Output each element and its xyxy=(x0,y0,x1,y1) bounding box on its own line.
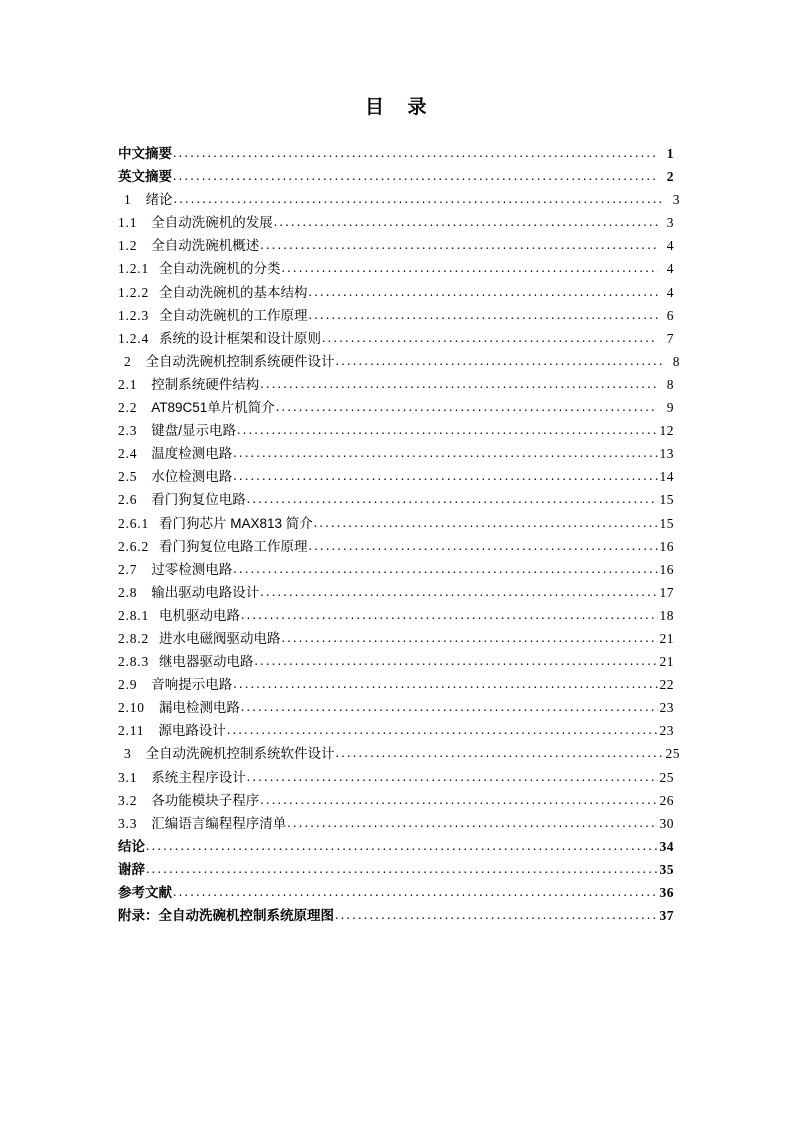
toc-entry-page-number: 37 xyxy=(659,908,674,924)
toc-entry-label: 谢辞 xyxy=(118,861,145,877)
toc-entry-number: 2.10 xyxy=(118,700,145,716)
toc-entry[interactable] xyxy=(118,558,674,581)
toc-entry-number: 1 xyxy=(124,192,132,208)
toc-entry-number: 2.8.1 xyxy=(118,607,149,623)
toc-entry-label: 键盘/显示电路 xyxy=(151,423,237,439)
toc-entry-number: 2.9 xyxy=(118,677,138,693)
toc-dot-leader xyxy=(282,256,659,279)
toc-dot-leader xyxy=(174,187,664,210)
toc-entry-label: 看门狗复位电路工作原理 xyxy=(159,538,308,554)
toc-dot-leader xyxy=(282,626,659,649)
toc-entry-label: 系统的设计框架和设计原则 xyxy=(159,330,321,346)
toc-entry-page-number: 21 xyxy=(659,654,674,670)
toc-dot-leader xyxy=(309,280,659,303)
toc-entry-label: 全自动洗碗机控制系统硬件设计 xyxy=(145,353,335,369)
toc-dot-leader xyxy=(309,303,659,326)
toc-entry-label: 过零检测电路 xyxy=(151,561,233,577)
toc-entry-number: 2.4 xyxy=(118,446,138,462)
toc-dot-leader xyxy=(146,834,658,857)
toc-entry-page-number: 17 xyxy=(659,584,674,600)
toc-entry-number: 1.2.3 xyxy=(118,307,149,323)
toc-dot-leader xyxy=(233,464,658,487)
toc-entry-number: 1.2.2 xyxy=(118,284,149,300)
toc-entry-label: 系统主程序设计 xyxy=(151,769,246,785)
toc-entry-page-number: 6 xyxy=(666,307,674,323)
toc-entry[interactable] xyxy=(118,442,674,465)
toc-entry-label: AT89C51单片机简介 xyxy=(151,400,275,416)
toc-entry-page-number: 22 xyxy=(659,677,674,693)
toc-entry-label: 温度检测电路 xyxy=(151,446,233,462)
toc-entry-page-number: 15 xyxy=(659,515,674,531)
toc-entry[interactable] xyxy=(118,465,674,488)
toc-entry-page-number: 3 xyxy=(666,215,674,231)
toc-entry-label: 全自动洗碗机的发展 xyxy=(151,215,273,231)
toc-entry-page-number: 13 xyxy=(659,446,674,462)
toc-entry-page-number: 8 xyxy=(666,376,674,392)
toc-entry[interactable] xyxy=(118,419,674,442)
toc-entry-label: 电机驱动电路 xyxy=(159,607,240,623)
toc-entry[interactable] xyxy=(118,327,674,350)
toc-dot-leader xyxy=(247,487,658,510)
toc-entry-number: 2.8 xyxy=(118,584,138,600)
toc-entry-page-number: 16 xyxy=(659,538,674,554)
toc-entry-label: 参考文献 xyxy=(118,885,172,900)
toc-entry[interactable] xyxy=(118,512,674,535)
toc-dot-leader xyxy=(336,349,664,372)
toc-entry-label: 继电器驱动电路 xyxy=(159,654,254,670)
toc-dot-leader xyxy=(173,141,658,164)
toc-entry[interactable] xyxy=(118,396,674,419)
toc-entry[interactable] xyxy=(118,142,674,165)
toc-entry-label: 各功能模块子程序 xyxy=(151,792,260,808)
toc-dot-leader xyxy=(255,649,659,672)
toc-entry-label: 全自动洗碗机概述 xyxy=(151,238,260,254)
toc-list xyxy=(118,119,680,927)
toc-dot-leader xyxy=(336,741,664,764)
toc-entry-number: 2.6.2 xyxy=(118,538,149,554)
toc-entry-label: 漏电检测电路 xyxy=(158,700,240,716)
toc-entry-label: 中文摘要 xyxy=(118,146,172,161)
toc-entry-page-number: 12 xyxy=(659,423,674,439)
toc-entry-number: 3.2 xyxy=(118,792,138,808)
page-title: 目 录 xyxy=(364,97,428,118)
toc-entry[interactable] xyxy=(118,165,674,188)
toc-entry[interactable] xyxy=(118,789,674,812)
toc-entry[interactable] xyxy=(118,281,674,304)
toc-entry-number: 2.6.1 xyxy=(118,515,149,531)
toc-entry-page-number: 7 xyxy=(666,330,674,346)
toc-entry[interactable] xyxy=(118,766,674,789)
toc-entry[interactable] xyxy=(118,188,680,211)
toc-entry-label: 源电路设计 xyxy=(158,723,226,739)
toc-entry[interactable] xyxy=(118,812,674,835)
toc-entry-number: 2.6 xyxy=(118,492,138,508)
toc-entry-page-number: 26 xyxy=(659,792,674,808)
toc-entry-page-number: 21 xyxy=(659,630,674,646)
toc-entry[interactable] xyxy=(118,535,674,558)
toc-entry[interactable] xyxy=(118,350,680,373)
toc-entry-page-number: 2 xyxy=(666,169,674,185)
toc-entry-label: 全自动洗碗机的工作原理 xyxy=(159,307,308,323)
toc-entry-page-number: 16 xyxy=(659,561,674,577)
toc-entry-number: 3.3 xyxy=(118,815,138,831)
toc-entry-page-number: 18 xyxy=(659,607,674,623)
toc-dot-leader xyxy=(173,880,658,903)
toc-entry-number: 3.1 xyxy=(118,769,138,785)
toc-entry-label: 输出驱动电路设计 xyxy=(151,584,260,600)
toc-dot-leader xyxy=(241,603,658,626)
toc-dot-leader xyxy=(146,857,658,880)
toc-entry-number: 1.2 xyxy=(118,238,138,254)
toc-dot-leader xyxy=(260,788,658,811)
toc-entry[interactable] xyxy=(118,858,674,881)
toc-dot-leader xyxy=(233,441,658,464)
toc-dot-leader xyxy=(260,372,658,395)
toc-entry-page-number: 15 xyxy=(659,492,674,508)
toc-entry-page-number: 35 xyxy=(659,861,674,877)
toc-entry-page-number: 4 xyxy=(666,238,674,254)
toc-entry[interactable] xyxy=(118,696,674,719)
toc-dot-leader xyxy=(233,672,658,695)
toc-entry-number: 2.1 xyxy=(118,376,138,392)
toc-entry[interactable] xyxy=(118,488,674,511)
toc-entry-number: 2.5 xyxy=(118,469,138,485)
toc-dot-leader xyxy=(322,326,658,349)
toc-entry[interactable] xyxy=(118,211,674,234)
toc-dot-leader xyxy=(237,418,658,441)
toc-dot-leader xyxy=(274,210,658,233)
toc-entry-label: 附录：全自动洗碗机控制系统原理图 xyxy=(118,908,334,924)
toc-dot-leader xyxy=(276,395,658,418)
toc-entry[interactable] xyxy=(118,673,674,696)
toc-entry-number: 1.1 xyxy=(118,215,138,231)
toc-entry-label: 汇编语言编程程序清单 xyxy=(151,815,287,831)
toc-entry-page-number: 8 xyxy=(672,353,680,369)
toc-entry-page-number: 25 xyxy=(659,769,674,785)
toc-entry-page-number: 4 xyxy=(666,261,674,277)
toc-entry-label: 控制系统硬件结构 xyxy=(151,376,260,392)
toc-entry-label: 英文摘要 xyxy=(118,169,172,185)
toc-entry-label: 进水电磁阀驱动电路 xyxy=(159,630,281,646)
toc-entry-number: 2.3 xyxy=(118,423,138,439)
toc-entry[interactable] xyxy=(118,304,674,327)
toc-dot-leader xyxy=(287,811,658,834)
toc-entry[interactable] xyxy=(118,904,674,927)
toc-entry-page-number: 4 xyxy=(666,284,674,300)
toc-dot-leader xyxy=(260,233,658,256)
toc-dot-leader xyxy=(173,164,658,187)
page-content xyxy=(118,0,680,927)
toc-entry[interactable] xyxy=(118,234,674,257)
toc-dot-leader xyxy=(241,695,658,718)
toc-entry-label: 音响提示电路 xyxy=(151,677,233,693)
toc-entry-page-number: 1 xyxy=(666,146,674,161)
toc-entry-number: 3 xyxy=(124,746,132,762)
toc-entry-page-number: 30 xyxy=(659,815,674,831)
toc-entry-label: 水位检测电路 xyxy=(151,469,233,485)
toc-entry[interactable] xyxy=(118,373,674,396)
toc-entry-number: 2 xyxy=(124,353,132,369)
toc-entry-page-number: 3 xyxy=(672,192,680,208)
toc-entry-label: 绪论 xyxy=(145,192,173,208)
toc-entry-page-number: 36 xyxy=(659,885,674,900)
toc-entry-label: 全自动洗碗机的分类 xyxy=(159,261,281,277)
toc-dot-leader xyxy=(247,765,658,788)
toc-entry[interactable] xyxy=(118,650,674,673)
toc-entry-page-number: 14 xyxy=(659,469,674,485)
toc-entry[interactable] xyxy=(118,604,674,627)
toc-dot-leader xyxy=(309,534,659,557)
toc-entry-page-number: 23 xyxy=(659,700,674,716)
toc-dot-leader xyxy=(314,511,658,534)
toc-entry-label: 看门狗复位电路 xyxy=(151,492,246,508)
toc-entry-label: 全自动洗碗机控制系统软件设计 xyxy=(145,746,335,762)
toc-entry[interactable] xyxy=(118,257,674,280)
toc-entry[interactable] xyxy=(118,581,674,604)
toc-entry-number: 1.2.1 xyxy=(118,261,149,277)
toc-entry-page-number: 23 xyxy=(659,723,674,739)
toc-entry[interactable] xyxy=(118,742,680,765)
toc-entry-number: 1.2.4 xyxy=(118,330,149,346)
toc-entry[interactable] xyxy=(118,627,674,650)
toc-entry-number: 2.2 xyxy=(118,400,138,416)
toc-entry[interactable] xyxy=(118,835,674,858)
toc-entry-number: 2.8.3 xyxy=(118,654,149,670)
toc-entry-number: 2.11 xyxy=(118,723,145,739)
toc-entry-page-number: 34 xyxy=(659,838,674,854)
toc-entry[interactable] xyxy=(118,719,674,742)
toc-entry[interactable] xyxy=(118,881,674,904)
toc-entry-label: 结论 xyxy=(118,838,145,854)
toc-entry-label: 看门狗芯片 MAX813 简介 xyxy=(159,515,313,531)
toc-entry-label: 全自动洗碗机的基本结构 xyxy=(159,284,308,300)
toc-entry-page-number: 9 xyxy=(666,400,674,416)
toc-dot-leader xyxy=(260,580,658,603)
toc-dot-leader xyxy=(227,718,658,741)
toc-entry-number: 2.8.2 xyxy=(118,630,149,646)
toc-dot-leader xyxy=(335,903,658,926)
toc-entry-number: 2.7 xyxy=(118,561,138,577)
toc-dot-leader xyxy=(233,557,658,580)
toc-entry-page-number: 25 xyxy=(665,746,680,762)
